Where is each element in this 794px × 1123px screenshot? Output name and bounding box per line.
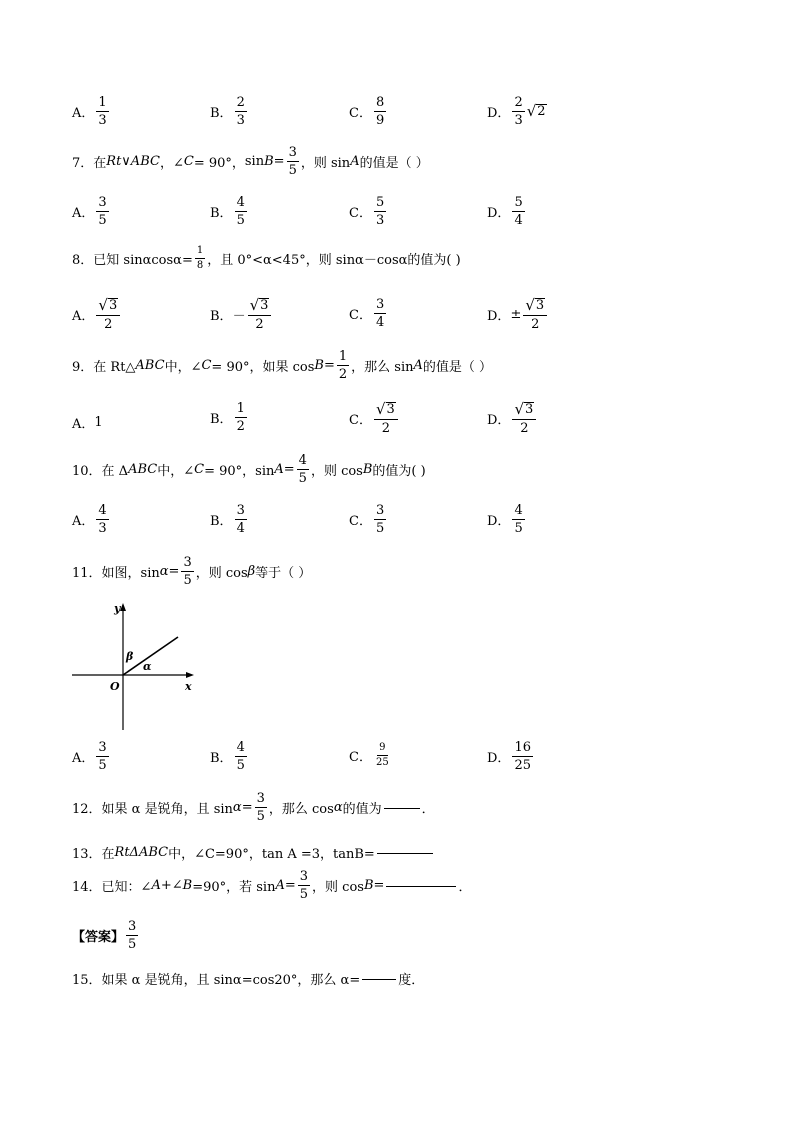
fraction: $\frac{3}{5}$ <box>98 740 107 773</box>
fraction: √ 3 2 <box>512 402 536 435</box>
answer-blank[interactable] <box>386 885 456 887</box>
question-15: 15．如果 α 是锐角，且 sinα=cos20°，那么 α= 度． <box>72 973 425 988</box>
fraction: $\frac{3}{5}$ <box>256 791 265 824</box>
q7-option-a: A． $\frac{3}{5}$ <box>72 195 107 228</box>
option-label: D． <box>487 106 511 121</box>
fraction: $\frac{3}{5}$ <box>299 869 309 902</box>
fraction: $\frac{1}{8}$ <box>196 245 204 271</box>
coordinate-figure <box>70 600 210 740</box>
fraction: √ 3 2 <box>523 298 547 331</box>
fraction: √ 3 2 <box>374 402 398 435</box>
answer-row <box>72 920 140 951</box>
question-8: 8．已知 sinαcosα= $\frac{1}{8}$ ，且 0°<α<45°，则 sinα－cosα的值为( ) <box>72 245 461 271</box>
fraction: $\frac{2}{3}$ <box>514 95 523 128</box>
q10-option-c: C． $\frac{3}{5}$ <box>349 503 385 536</box>
y-axis-arrow <box>120 603 126 611</box>
question-10: 10．在 Δ ABC 中，∠ C = 90°，sin A = $\frac{4}{5}$ ，则 cos B 的值为( ) <box>72 453 426 486</box>
option-label: C． <box>349 106 372 121</box>
answer-blank[interactable] <box>384 807 420 809</box>
fraction: √ 3 2 <box>96 298 120 331</box>
question-12: 12．如果 α 是锐角，且 sin α = $\frac{3}{5}$ ，那么 cos α 的值为 ． <box>72 791 435 824</box>
q6-option-a <box>72 96 111 127</box>
fraction: $\frac{3}{5}$ <box>98 195 107 228</box>
fraction: $\frac{3}{5}$ <box>128 919 137 952</box>
fraction: $\frac{2}{3}$ <box>236 95 245 128</box>
y-label: y <box>114 602 121 615</box>
x-label: x <box>185 680 192 693</box>
q8-option-b: B． － √ 3 2 <box>210 298 273 331</box>
question-11: 11．如图，sin α = $\frac{3}{5}$ ，则 cos β 等于（ ） <box>72 555 312 588</box>
fraction: $\frac{4}{3}$ <box>98 503 107 536</box>
q8-option-c: C． $\frac{3}{4}$ <box>349 297 385 330</box>
origin-label: O <box>110 680 120 693</box>
fraction: $\frac{1}{3}$ <box>98 95 107 128</box>
q11-option-b: B． $\frac{4}{5}$ <box>210 740 245 773</box>
q11-option-c: C． $\frac{9}{25}$ <box>349 742 389 768</box>
q10-option-d: D． $\frac{4}{5}$ <box>487 503 523 536</box>
fraction: $\frac{5}{3}$ <box>375 195 385 228</box>
fraction: $\frac{16}{25}$ <box>514 740 531 773</box>
option-label: A． <box>72 106 95 121</box>
answer-blank[interactable] <box>377 852 433 854</box>
fraction: √ 3 2 <box>248 298 272 331</box>
q8-option-d: D． ± √ 3 2 <box>487 298 549 331</box>
q10-option-a: A． $\frac{4}{3}$ <box>72 503 107 536</box>
fraction: $\frac{3}{5}$ <box>375 503 385 536</box>
q11-option-a: A． $\frac{3}{5}$ <box>72 740 107 773</box>
question-14: 14．已知：∠ A +∠ B =90°，若 sin A = $\frac{3}{5}$ ，则 cos B = ． <box>72 869 472 902</box>
fraction: $\frac{5}{4}$ <box>514 195 523 228</box>
fraction: $\frac{4}{5}$ <box>298 453 307 486</box>
q7-option-b: B． $\frac{4}{5}$ <box>210 195 245 228</box>
q9-option-c: C． √ 3 2 <box>349 402 400 435</box>
fraction: $\frac{3}{4}$ <box>375 297 385 330</box>
question-13: 13．在 RtΔABC 中，∠C=90°，tan A =3，tanB= <box>72 843 435 862</box>
fraction: $\frac{3}{4}$ <box>236 503 245 536</box>
q9-option-d: D． √ 3 2 <box>487 402 538 435</box>
q9-option-b: B． $\frac{1}{2}$ <box>210 401 245 434</box>
question-9: 9．在 Rt△ ABC 中，∠ C = 90°，如果 cos B = $\frac{1}{2}$ ，那么 sin A 的值是（ ） <box>72 349 493 382</box>
fraction: $\frac{4}{5}$ <box>236 195 245 228</box>
beta-label: β <box>126 650 134 663</box>
q9-option-a: A． 1 <box>72 415 103 432</box>
fraction: $\frac{1}{2}$ <box>338 349 348 382</box>
fraction: $\frac{3}{5}$ <box>288 145 297 178</box>
q6-option-d <box>487 96 547 127</box>
answer-label: 【答案】 <box>72 930 125 945</box>
x-axis-arrow <box>186 672 194 678</box>
sqrt: √ 2 <box>526 102 546 120</box>
answer-blank[interactable] <box>362 978 396 980</box>
fraction: $\frac{1}{2}$ <box>236 401 245 434</box>
fraction: $\frac{9}{25}$ <box>375 742 389 768</box>
q6-option-c <box>349 96 388 127</box>
question-7: 7．在 Rt∨ABC ，∠ C = 90°， sin B = $\frac{3}{5}$ ，则 sin A 的值是（ ） <box>72 145 429 178</box>
q6-option-b <box>210 96 249 127</box>
option-label: B． <box>210 106 233 121</box>
fraction: $\frac{3}{5}$ <box>183 555 192 588</box>
fraction: $\frac{4}{5}$ <box>514 503 523 536</box>
fraction: $\frac{8}{9}$ <box>375 95 385 128</box>
q7-option-d: D． $\frac{5}{4}$ <box>487 195 523 228</box>
q10-option-b: B． $\frac{3}{4}$ <box>210 503 245 536</box>
q11-option-d: D． $\frac{16}{25}$ <box>487 740 531 773</box>
alpha-label: α <box>143 660 152 673</box>
fraction: $\frac{4}{5}$ <box>236 740 245 773</box>
q7-option-c: C． $\frac{5}{3}$ <box>349 195 385 228</box>
q8-option-a: A． √ 3 2 <box>72 298 122 331</box>
